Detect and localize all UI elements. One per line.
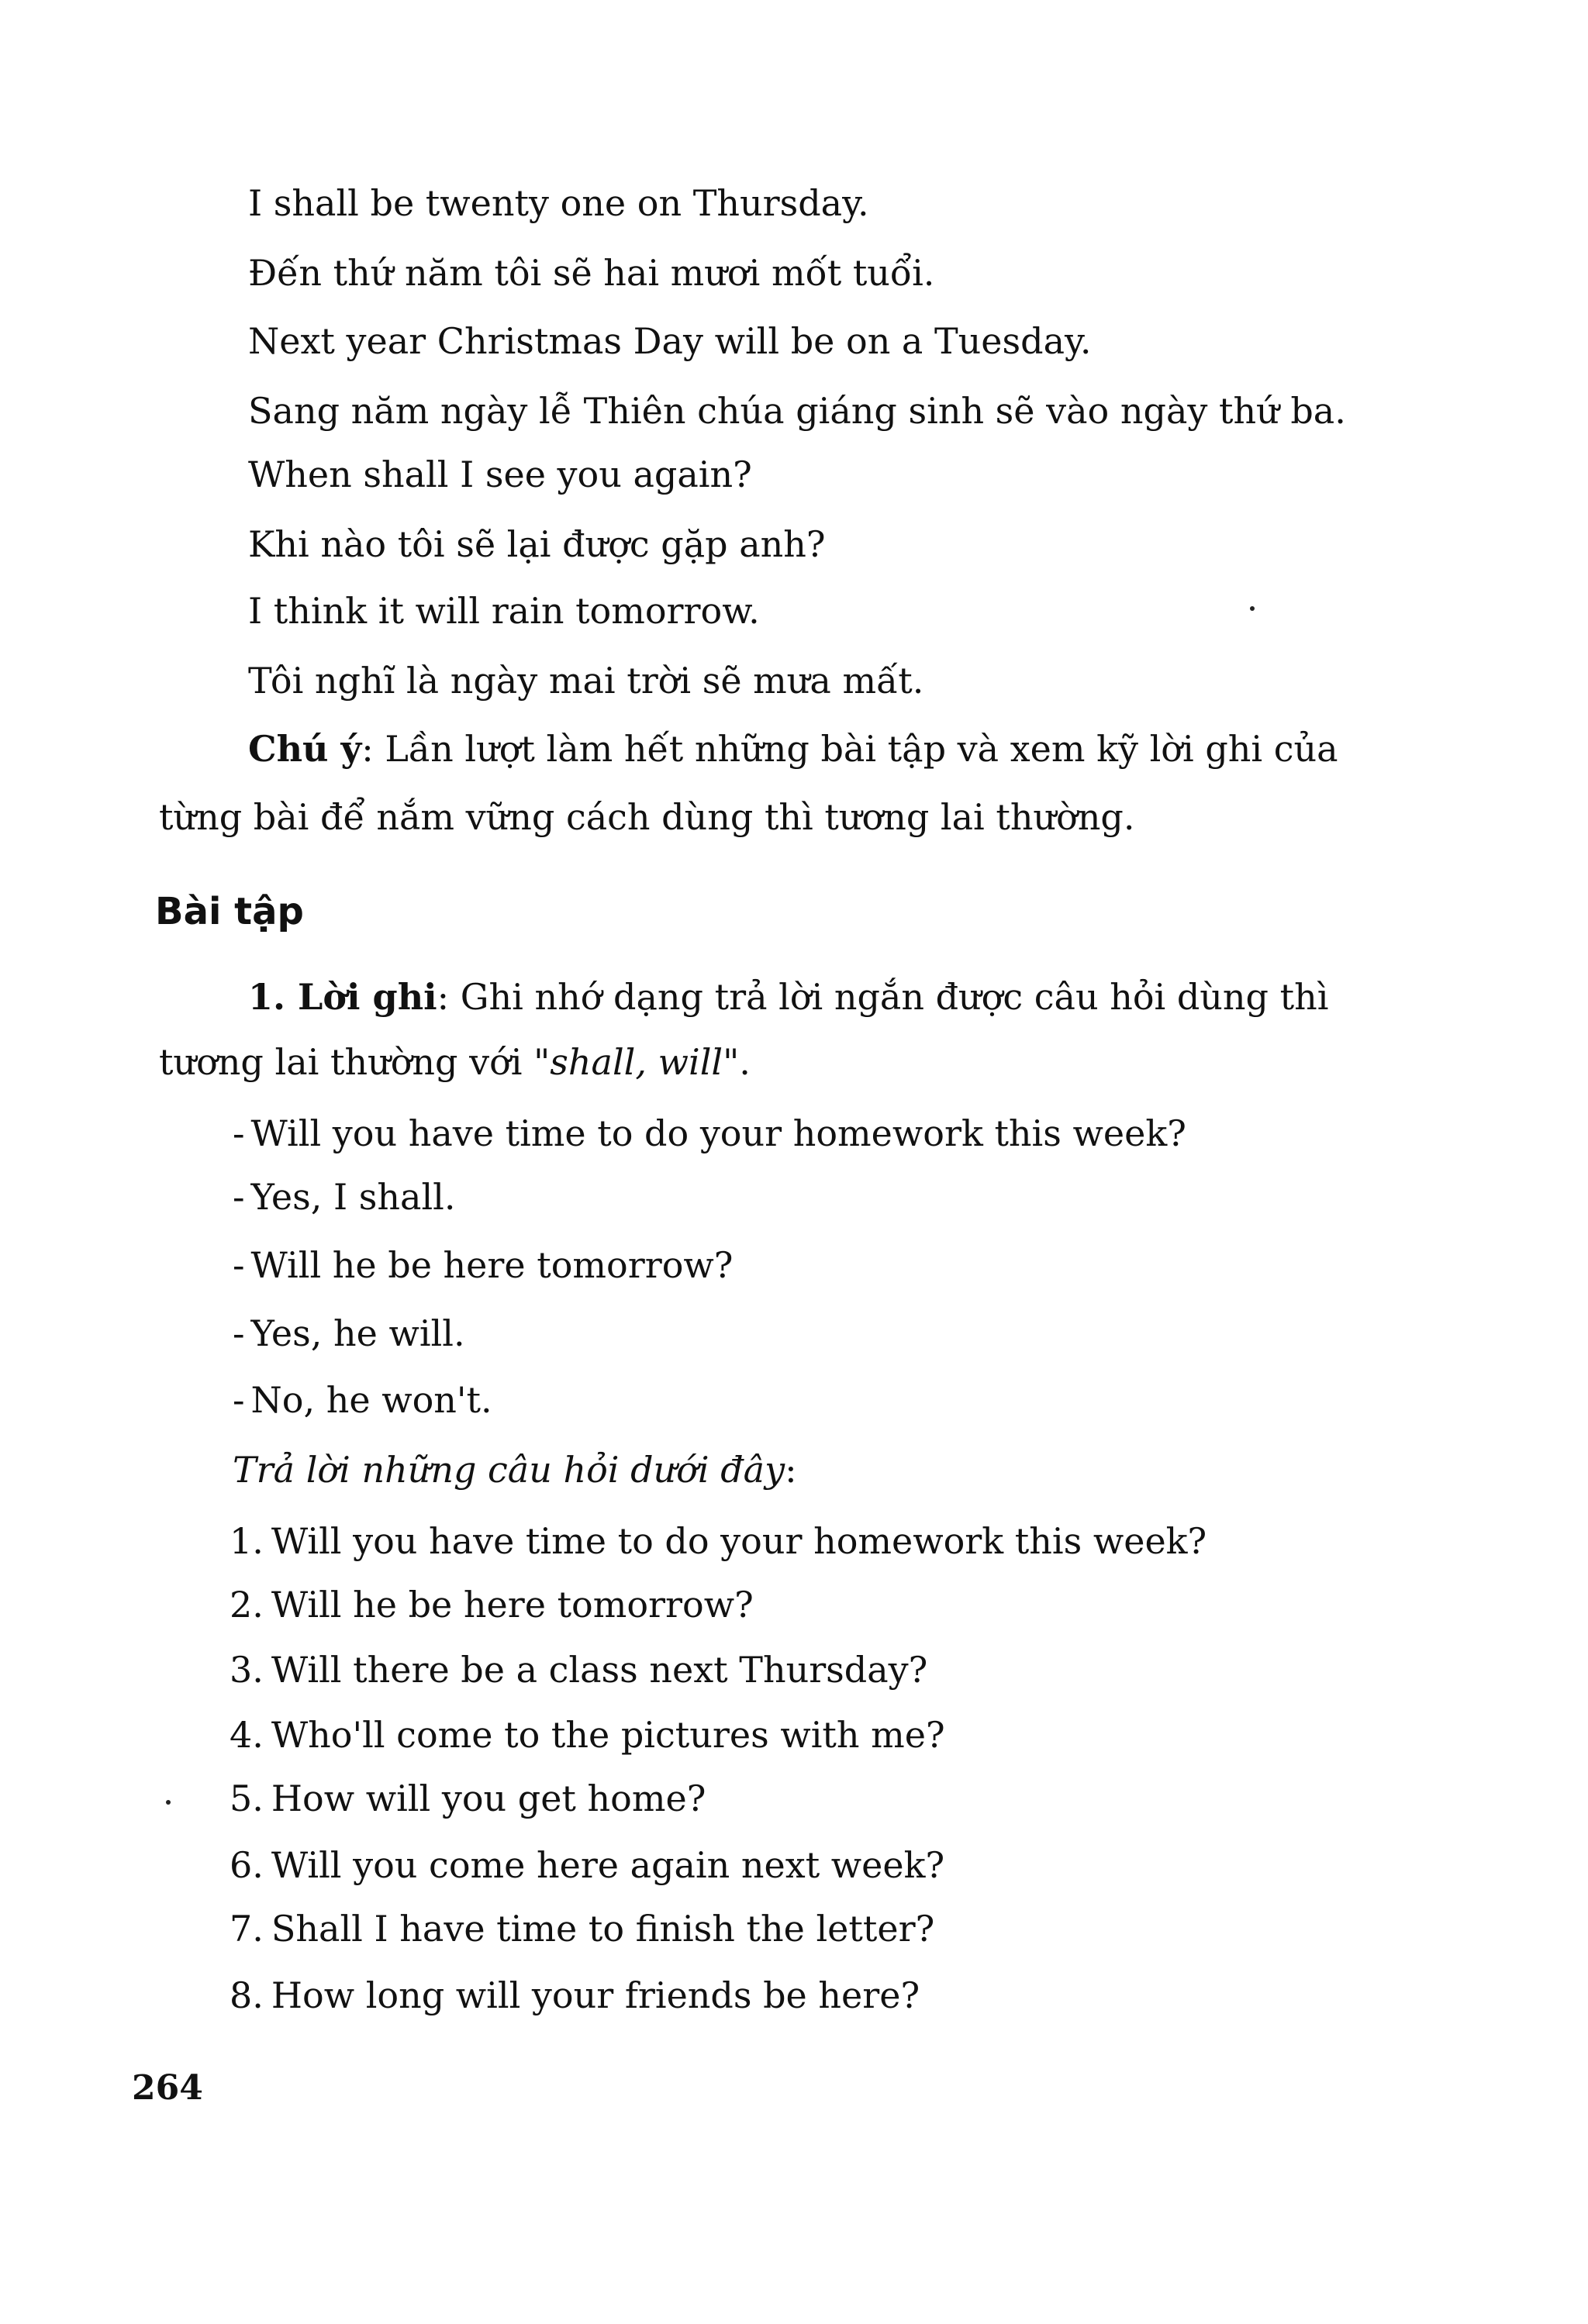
- dash-bullet: -: [233, 1312, 245, 1354]
- exercise-intro-line-1: [248, 974, 1328, 1020]
- question-item: [230, 1518, 1207, 1564]
- question-item: [230, 1646, 927, 1693]
- question-item: [230, 1842, 944, 1888]
- dash-bullet: -: [233, 1244, 245, 1286]
- example-line: Sang năm ngày lễ Thiên chúa giáng sinh sẽ vào ngày thứ ba.: [248, 390, 1346, 432]
- instruction-colon: :: [785, 1449, 797, 1491]
- dialogue-line: [233, 1310, 465, 1357]
- dialogue-line: [233, 1242, 733, 1288]
- question-number: 6.: [230, 1844, 264, 1886]
- dash-bullet: -: [233, 1379, 245, 1421]
- question-text: Shall I have time to finish the letter?: [271, 1908, 935, 1950]
- scan-speck: [166, 1800, 171, 1805]
- question-item: [230, 1905, 934, 1952]
- example-line: Tôi nghĩ là ngày mai trời sẽ mưa mất.: [248, 660, 924, 702]
- dialogue-text: Will you have time to do your homework this week?: [250, 1112, 1186, 1154]
- page-number: 264: [132, 2068, 203, 2108]
- question-number: 1.: [230, 1520, 264, 1562]
- example-line: Đến thứ năm tôi sẽ hai mươi mốt tuổi.: [248, 252, 935, 294]
- instruction-text: Trả lời những câu hỏi dưới đây: [233, 1449, 785, 1491]
- instruction-line: [233, 1446, 797, 1493]
- question-number: 7.: [230, 1908, 264, 1950]
- question-text: Who'll come to the pictures with me?: [271, 1714, 945, 1756]
- note-line-2: từng bài để nắm vững cách dùng thì tương lai thường.: [159, 796, 1135, 838]
- exercise-intro-italic: shall, will: [550, 1041, 723, 1083]
- question-number: 3.: [230, 1649, 264, 1691]
- note-text-1: : Lần lượt làm hết những bài tập và xem kỹ lời ghi của: [361, 728, 1338, 770]
- dialogue-text: No, he won't.: [250, 1379, 492, 1421]
- dialogue-line: [233, 1174, 456, 1220]
- exercise-intro-text-1: : Ghi nhớ dạng trả lời ngắn được câu hỏi dùng thì: [437, 976, 1329, 1018]
- exercise-intro-suffix: ".: [723, 1041, 751, 1083]
- note-label: Chú ý: [248, 728, 362, 770]
- question-item: [230, 1712, 945, 1758]
- note-line-1: [248, 726, 1338, 772]
- question-text: Will you have time to do your homework this week?: [271, 1520, 1207, 1562]
- question-text: How long will your friends be here?: [271, 1974, 920, 2016]
- dash-bullet: -: [233, 1176, 245, 1218]
- example-line: I shall be twenty one on Thursday.: [248, 182, 869, 224]
- question-text: How will you get home?: [271, 1777, 706, 1819]
- question-item: [230, 1972, 920, 2019]
- scan-speck: [1250, 606, 1255, 611]
- question-text: Will you come here again next week?: [271, 1844, 945, 1886]
- dialogue-text: Yes, I shall.: [250, 1176, 456, 1218]
- exercise-intro-text-2: tương lai thường với ": [159, 1041, 551, 1083]
- exercise-label: 1. Lời ghi: [248, 976, 437, 1018]
- dash-bullet: -: [233, 1112, 245, 1154]
- question-item: [230, 1581, 754, 1628]
- question-item: [230, 1775, 706, 1822]
- example-line: I think it will rain tomorrow.: [248, 590, 760, 632]
- section-heading: Bài tập: [155, 890, 304, 933]
- question-number: 2.: [230, 1584, 264, 1626]
- dialogue-line: [233, 1110, 1186, 1157]
- question-text: Will there be a class next Thursday?: [271, 1649, 928, 1691]
- dialogue-text: Will he be here tomorrow?: [250, 1244, 734, 1286]
- question-number: 8.: [230, 1974, 264, 2016]
- question-number: 5.: [230, 1777, 264, 1819]
- example-line: When shall I see you again?: [248, 453, 752, 495]
- question-text: Will he be here tomorrow?: [271, 1584, 754, 1626]
- dialogue-text: Yes, he will.: [250, 1312, 465, 1354]
- dialogue-line: [233, 1377, 492, 1423]
- example-line: Next year Christmas Day will be on a Tuesday.: [248, 320, 1092, 362]
- question-number: 4.: [230, 1714, 264, 1756]
- example-line: Khi nào tôi sẽ lại được gặp anh?: [248, 523, 826, 565]
- exercise-intro-line-2: [159, 1039, 751, 1085]
